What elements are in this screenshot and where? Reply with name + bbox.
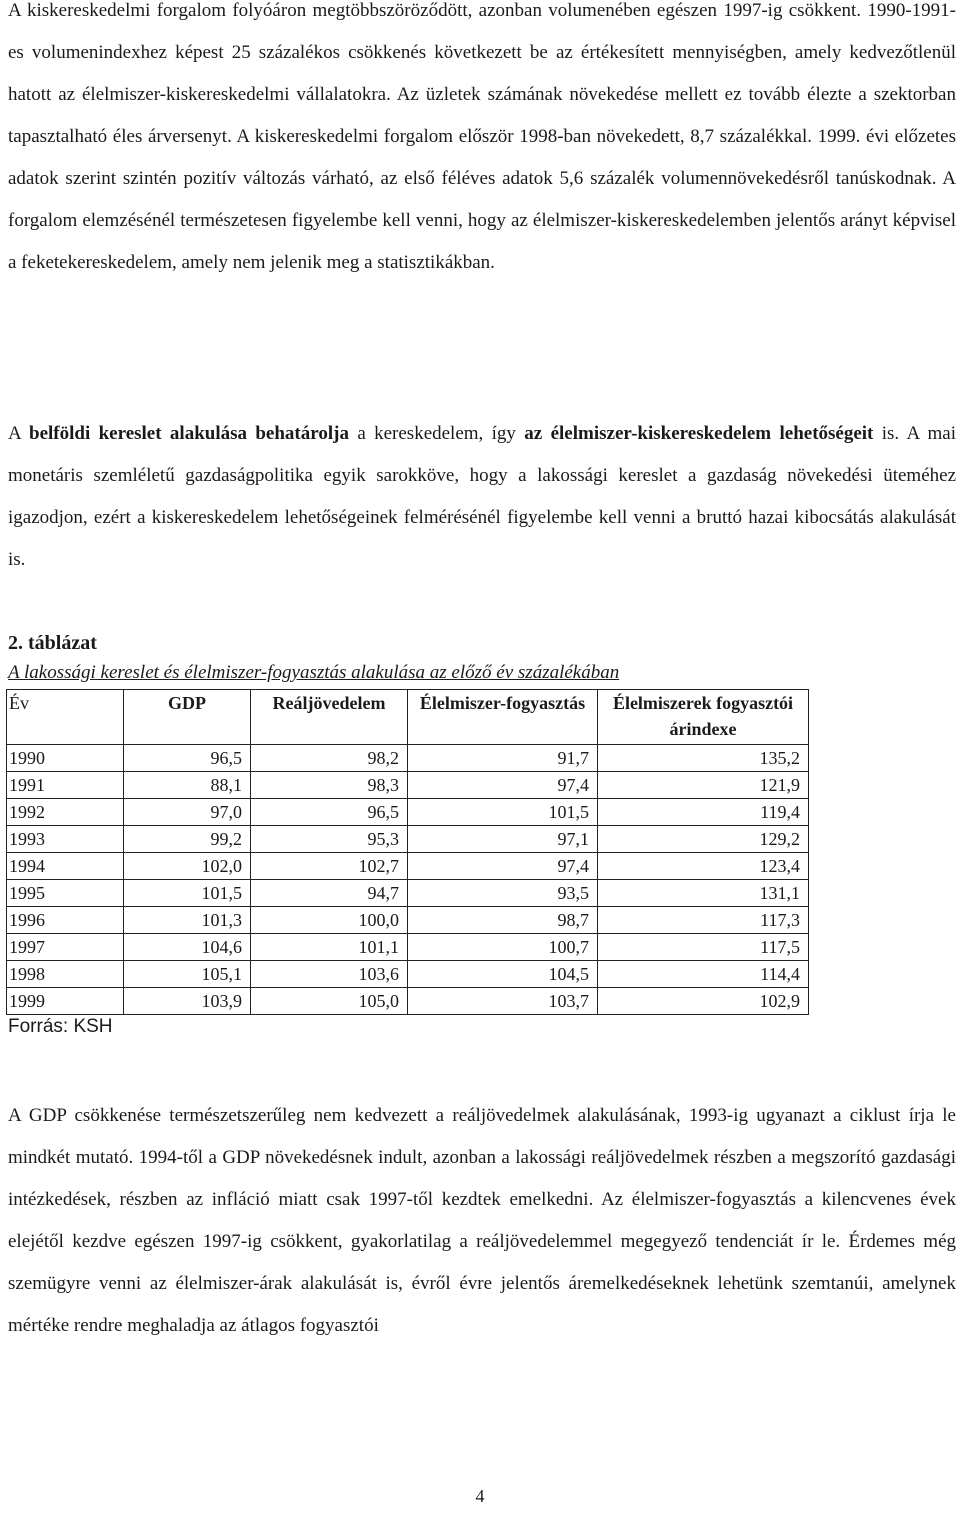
table-cell-value: 101,3	[124, 907, 251, 934]
table-cell-year: 1990	[7, 745, 124, 772]
table-cell-value: 98,7	[408, 907, 598, 934]
table-header-row	[7, 690, 809, 745]
table-source: Forrás: KSH	[8, 1016, 113, 1037]
paragraph-text: A	[8, 423, 30, 444]
table-caption: A lakossági kereslet és élelmiszer-fogyasztás alakulása az előző év százalékában	[8, 662, 620, 683]
table-cell-value: 119,4	[598, 799, 809, 826]
table-cell-value: 101,5	[124, 880, 251, 907]
table-cell-value: 95,3	[251, 826, 408, 853]
page-number: 4	[475, 1486, 485, 1506]
table-row	[7, 961, 809, 988]
table-cell-year: 1995	[7, 880, 124, 907]
table-cell-value: 99,2	[124, 826, 251, 853]
table-number: 2. táblázat	[8, 632, 97, 654]
table-cell-value: 104,6	[124, 934, 251, 961]
table-row	[7, 907, 809, 934]
table-cell-year: 1998	[7, 961, 124, 988]
table-cell-value: 103,7	[408, 988, 598, 1015]
table-cell-value: 96,5	[251, 799, 408, 826]
table-cell-value: 97,4	[408, 772, 598, 799]
table-cell-value: 123,4	[598, 853, 809, 880]
table-cell-value: 105,1	[124, 961, 251, 988]
header-food-price-index: Élelmiszerek fogyasztói árindexe	[598, 690, 809, 745]
table-cell-value: 101,5	[408, 799, 598, 826]
table-cell-year: 1999	[7, 988, 124, 1015]
paragraph-gdp-analysis: A GDP csökkenése természetszerűleg nem kedvezett a reáljövedelmek alakulásának, 1993-ig ugyanazt a ciklust írja le mindkét mutató. 1994-től a GDP növekedésnek indult, azonban a lakossági reáljövedelmek részben a megszorító gazdasági intézkedések, részben az infláció miatt csak 1997-től kezdtek emelkedni. Az élelmiszer-fogyasztás a kilencvenes évek elejétől kezdve egészen 1997-ig csökkent, gyakorlatilag a reáljövedelemmel megegyező tendenciát ír le. Érdemes még szemügyre venni az élelmiszer-árak alakulását is, évről évre jelentős áremelkedéseknek lehetünk szemtanúi, amelynek mértéke rendre meghaladja az átlagos fogyasztói	[8, 1105, 956, 1336]
table-row	[7, 853, 809, 880]
table-cell-value: 100,0	[251, 907, 408, 934]
table-cell-value: 101,1	[251, 934, 408, 961]
table-cell-year: 1992	[7, 799, 124, 826]
table-cell-year: 1997	[7, 934, 124, 961]
table-cell-value: 104,5	[408, 961, 598, 988]
paragraph-domestic-demand	[8, 413, 956, 581]
table-cell-value: 102,0	[124, 853, 251, 880]
table-row	[7, 745, 809, 772]
header-gdp: GDP	[124, 690, 251, 745]
table-cell-value: 98,3	[251, 772, 408, 799]
header-real-income: Reáljövedelem	[251, 690, 408, 745]
table-cell-value: 96,5	[124, 745, 251, 772]
table-body	[7, 745, 809, 1015]
paragraph-bold-text: az élelmiszer-kiskereskedelem lehetőségeit	[524, 423, 874, 444]
table-cell-year: 1991	[7, 772, 124, 799]
table-row	[7, 799, 809, 826]
paragraph-bold-text: belföldi kereslet alakulása behatárolja	[29, 423, 349, 444]
table-row	[7, 772, 809, 799]
table-cell-value: 98,2	[251, 745, 408, 772]
table-cell-value: 100,7	[408, 934, 598, 961]
table-row	[7, 988, 809, 1015]
table-cell-value: 93,5	[408, 880, 598, 907]
table-cell-year: 1993	[7, 826, 124, 853]
table-cell-value: 117,3	[598, 907, 809, 934]
paragraph-retail-turnover: A kiskereskedelmi forgalom folyóáron megtöbbszöröződött, azonban volumenében egészen 1997-ig csökkent. 1990-1991-es volumenindexhez képest 25 százalékos csökkenés következett be az értékesített mennyiségben, amely kedvezőtlenül hatott az élelmiszer-kiskereskedelmi vállalatokra. Az üzletek számának növekedése mellett ez tovább élezte a szektorban tapasztalható éles árversenyt. A kiskereskedelmi forgalom először 1998-ban növekedett, 8,7 százalékkal. 1999. évi előzetes adatok szerint szintén pozitív változás várható, az első féléves adatok 5,6 százalék volumennövekedésről tanúskodnak. A forgalom elemzésénél természetesen figyelembe kell venni, hogy az élelmiszer-kiskereskedelemben jelentős arányt képvisel a feketekereskedelem, amely nem jelenik meg a statisztikákban.	[8, 0, 956, 273]
header-year: Év	[7, 690, 124, 745]
table-cell-value: 121,9	[598, 772, 809, 799]
table-row	[7, 934, 809, 961]
table-cell-value: 103,6	[251, 961, 408, 988]
table-cell-value: 91,7	[408, 745, 598, 772]
table-cell-value: 103,9	[124, 988, 251, 1015]
table-row	[7, 826, 809, 853]
table-cell-year: 1994	[7, 853, 124, 880]
table-cell-value: 131,1	[598, 880, 809, 907]
table-cell-value: 114,4	[598, 961, 809, 988]
header-food-consumption: Élelmiszer-fogyasztás	[408, 690, 598, 745]
table-cell-value: 102,7	[251, 853, 408, 880]
table-cell-value: 97,0	[124, 799, 251, 826]
table-cell-value: 97,1	[408, 826, 598, 853]
table-cell-value: 97,4	[408, 853, 598, 880]
demand-table	[6, 689, 809, 1015]
table-cell-year: 1996	[7, 907, 124, 934]
table-row	[7, 880, 809, 907]
table-cell-value: 94,7	[251, 880, 408, 907]
table-cell-value: 105,0	[251, 988, 408, 1015]
table-cell-value: 135,2	[598, 745, 809, 772]
table-cell-value: 102,9	[598, 988, 809, 1015]
paragraph-text: is. A mai monetáris szemléletű gazdaságpolitika egyik sarokköve, hogy a lakossági kereslet a gazdaság növekedési üteméhez igazodjon, ezért a kiskereskedelem lehetőségeinek felmérésénél figyelembe kell venni a bruttó hazai kibocsátás alakulását is.	[8, 423, 956, 570]
table-cell-value: 88,1	[124, 772, 251, 799]
paragraph-text: a kereskedelem, így	[348, 423, 525, 444]
table-cell-value: 129,2	[598, 826, 809, 853]
table-cell-value: 117,5	[598, 934, 809, 961]
